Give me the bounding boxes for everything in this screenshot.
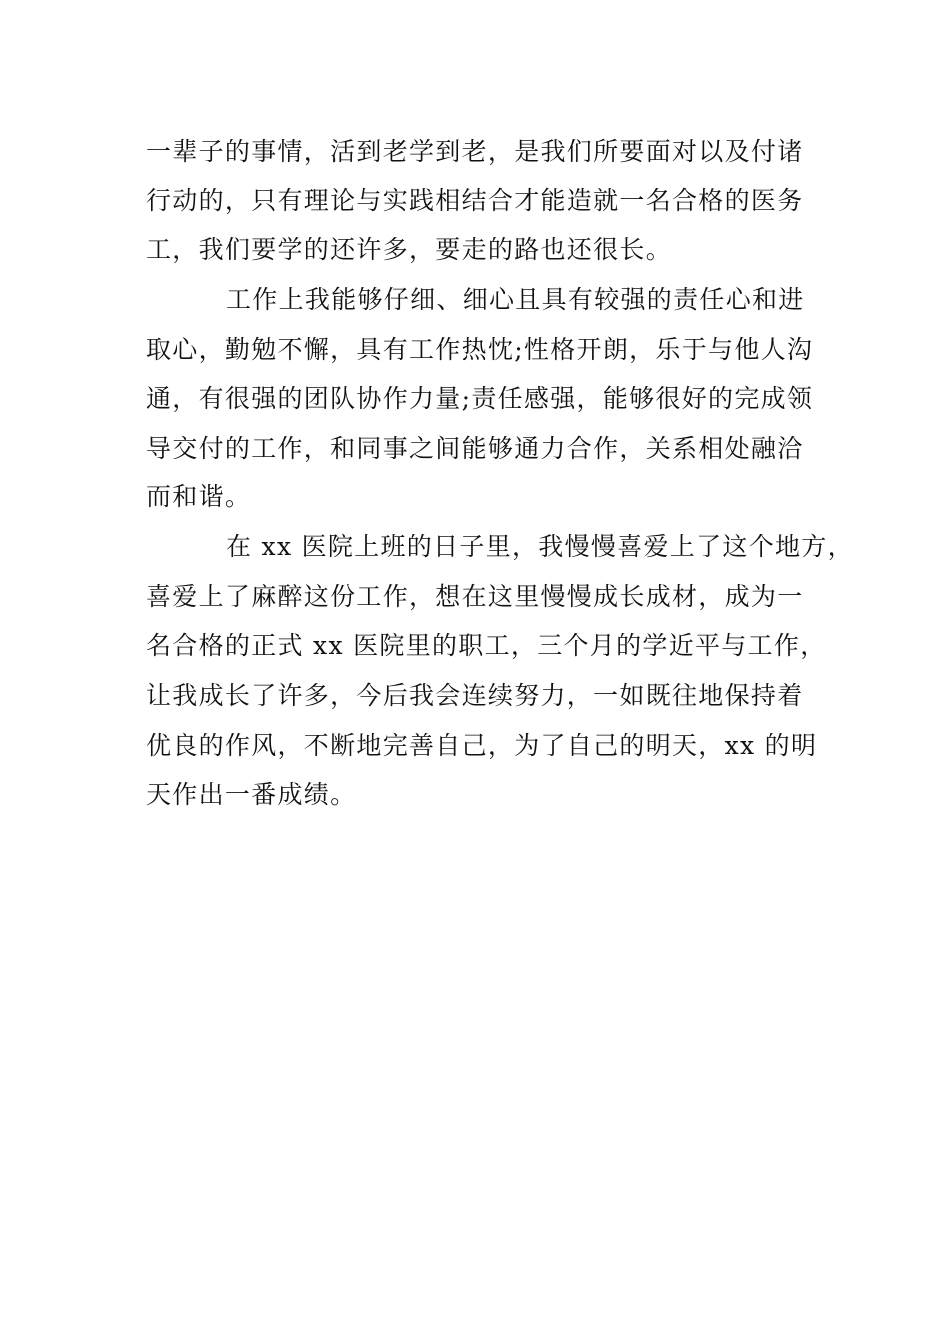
text-line: 一辈子的事情，活到老学到老，是我们所要面对以及付诸 xyxy=(146,137,804,166)
text-line: 而和谐。 xyxy=(146,482,252,511)
text-line: 让我成长了许多，今后我会连续努力，一如既往地保持着 xyxy=(146,681,804,710)
text-line: 通，有很强的团队协作力量;责任感强，能够很好的完成领 xyxy=(146,384,814,413)
text-line: 在 xx 医院上班的日子里，我慢慢喜爱上了这个地方， xyxy=(226,532,854,561)
text-line: 工作上我能够仔细、细心且具有较强的责任心和进 xyxy=(226,285,805,314)
text-line: 导交付的工作，和同事之间能够通力合作，关系相处融洽 xyxy=(146,434,804,463)
text-line: 优良的作风，不断地完善自己，为了自己的明天，xx 的明 xyxy=(146,731,818,760)
text-line: 取心，勤勉不懈，具有工作热忱;性格开朗，乐于与他人沟 xyxy=(146,335,814,364)
text-line: 行动的，只有理论与实践相结合才能造就一名合格的医务 xyxy=(146,186,804,215)
text-line: 喜爱上了麻醉这份工作，想在这里慢慢成长成材，成为一 xyxy=(146,582,804,611)
text-line: 名合格的正式 xx 医院里的职工，三个月的学近平与工作， xyxy=(146,631,827,660)
text-line: 天作出一番成绩。 xyxy=(146,780,357,809)
text-line: 工，我们要学的还许多，要走的路也还很长。 xyxy=(146,235,673,264)
